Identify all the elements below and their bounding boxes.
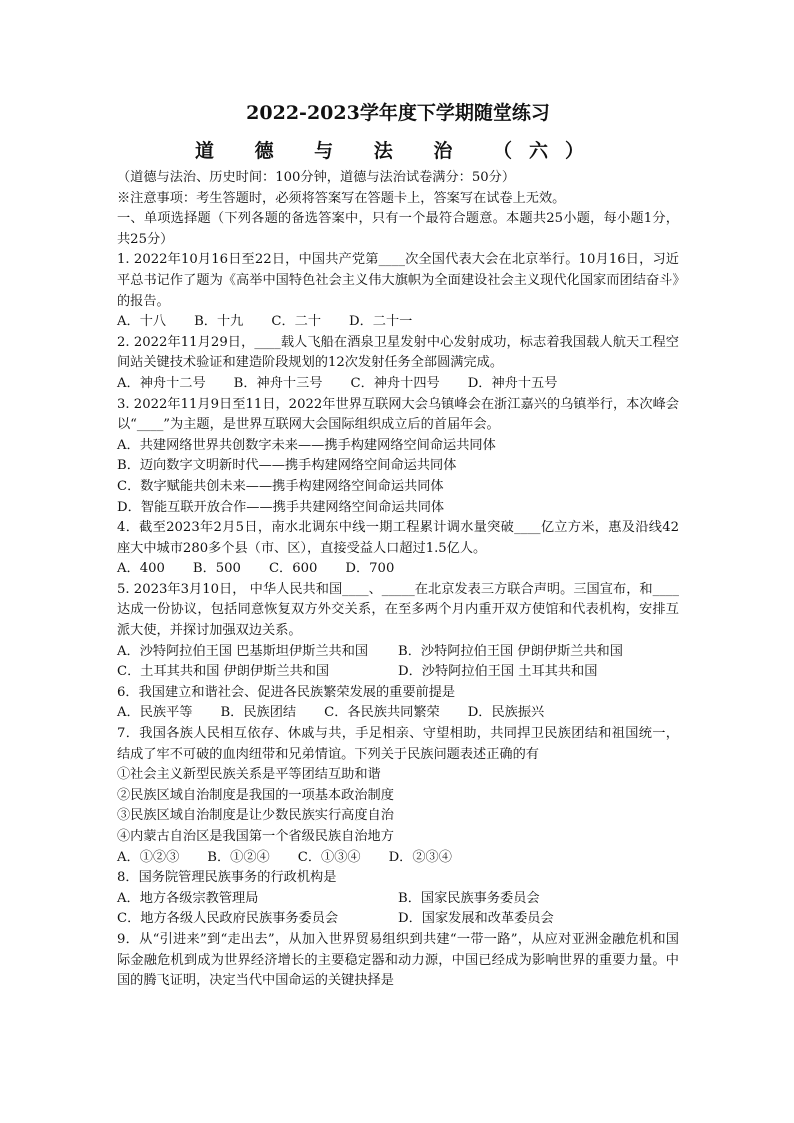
question-9-stem: 9．从“引进来”到“走出去”，从加入世界贸易组织到共建“一带一路”，从应对亚洲金融危机和国际金融危机到成为世界经济增长的主要稳定器和动力源，中国已经成为影响世界的重要力量。中国的腾飞证明，决定当代中国命运的关键抉择是 <box>117 931 679 989</box>
statement-1: ①社会主义新型民族关系是平等团结互助和谐 <box>117 767 381 783</box>
exam-time-note: （道德与法治、历史时间：100分钟，道德与法治试卷满分：50分） <box>117 170 516 185</box>
question-5-stem: 5. 2023年3月10日， 中华人民共和国____、_____在北京发表三方联合声明。三国宣布，和____达成一份协议，包括同意恢复双方外交关系，在至多两个月内重开双方使馆和代表机构，安排互派大使，并探讨加强双边关系。 <box>117 581 679 639</box>
question-1-stem: 1. 2022年10月16日至22日，中国共产党第____次全国代表大会在北京举行。10月16日，习近平总书记作了题为《高举中国特色社会主义伟大旗帜为全面建设社会主义现代化国家而团结奋斗》的报告。 <box>117 252 679 309</box>
question-4-stem: 4．截至2023年2月5日，南水北调东中线一期工程累计调水量突破____亿立方米，惠及沿线42座大中城市280多个县（市、区），直接受益人口超过1.5亿人。 <box>117 520 679 556</box>
option-c: C．神舟十四号 <box>350 375 440 391</box>
page-title: 2022-2023学年度下学期随堂练习 <box>246 102 550 124</box>
exam-page <box>117 100 679 992</box>
option-c: C．地方各级人民政府民族事务委员会 <box>117 911 339 927</box>
option-a: A．400 <box>117 561 165 577</box>
option-b: B．神舟十三号 <box>233 375 323 391</box>
question-6-stem: 6．我国建立和谐社会、促进各民族繁荣发展的重要前提是 <box>117 684 456 700</box>
section-heading: 一、单项选择题（下列各题的备选答案中，只有一个最符合题意。本题共25小题，每小题1分，共25分） <box>117 211 679 247</box>
option-d: D．民族振兴 <box>467 705 545 721</box>
page-subtitle: 道 德 与 法 治 （六） <box>194 140 602 162</box>
option-b: B．①②④ <box>207 849 270 865</box>
statement-4: ④内蒙古自治区是我国第一个省级民族自治地方 <box>117 829 394 844</box>
option-d: D．②③④ <box>388 849 452 865</box>
option-d: D．沙特阿拉伯王国 土耳其共和国 <box>398 664 598 680</box>
question-2-options <box>117 374 679 395</box>
option-d: D．神舟十五号 <box>467 375 558 391</box>
option-a: A．民族平等 <box>117 705 193 721</box>
option-d: D．国家发展和改革委员会 <box>398 911 554 927</box>
option-a: A．神舟十二号 <box>117 375 206 391</box>
option-c: C．各民族共同繁荣 <box>324 705 440 721</box>
option-a: A．共建网络世界共创数字未来——携手构建网络空间命运共同体 <box>117 437 496 453</box>
option-c: C．①③④ <box>297 849 361 865</box>
option-b: B．国家民族事务委员会 <box>398 890 540 906</box>
statement-3: ③民族区域自治制度是让少数民族实行高度自治 <box>117 808 394 824</box>
statement-2: ②民族区域自治制度是我国的一项基本政治制度 <box>117 787 394 803</box>
question-4-options <box>117 559 679 580</box>
option-c: C．二十 <box>271 314 322 330</box>
question-8-stem: 8．国务院管理民族事务的行政机构是 <box>117 870 337 886</box>
question-3-stem: 3. 2022年11月9日至11日，2022年世界互联网大会乌镇峰会在浙江嘉兴的乌镇举行，本次峰会以“____”为主题，是世界互联网大会国际组织成立后的首届年会。 <box>117 396 679 433</box>
question-7-options <box>117 848 679 869</box>
question-6-options <box>117 703 679 724</box>
question-5-options-row-2 <box>117 662 679 683</box>
question-2-stem: 2. 2022年11月29日，____载人飞船在酒泉卫星发射中心发射成功，标志着我国载人航天工程空间站关键技术验证和建造阶段规划的12次发射任务全部圆满完成。 <box>117 334 679 371</box>
option-a: A．①②③ <box>117 849 180 865</box>
option-b: B．迈向数字文明新时代——携手构建网络空间命运共同体 <box>117 458 457 474</box>
option-c: C．土耳其共和国 伊朗伊斯兰共和国 <box>117 664 330 680</box>
option-b: B．沙特阿拉伯王国 伊朗伊斯兰共和国 <box>398 643 623 659</box>
question-8-options-row-1 <box>117 889 679 910</box>
option-d: D．智能互联开放合作——携手共建网络空间命运共同体 <box>117 499 445 515</box>
question-5-options-row-1 <box>117 642 679 663</box>
option-c: C．600 <box>268 561 318 577</box>
option-b: B．500 <box>192 561 241 577</box>
question-8-options-row-2 <box>117 909 679 930</box>
option-d: D．700 <box>345 561 395 577</box>
option-a: A．十八 <box>117 314 167 330</box>
attention-note: ※注意事项：考生答题时，必须将答案写在答题卡上，答案写在试卷上无效。 <box>117 190 566 206</box>
question-1-options <box>117 312 679 333</box>
option-a: A．地方各级宗教管理局 <box>117 890 259 906</box>
question-7-stem: 7．我国各族人民相互依存、休戚与共，手足相亲、守望相助，共同捍卫民族团结和祖国统一，结成了牢不可破的血肉纽带和兄弟情谊。下列关于民族问题表述正确的有 <box>117 726 679 762</box>
option-d: D．二十一 <box>349 314 413 330</box>
option-b: B．民族团结 <box>220 705 297 721</box>
option-c: C．数字赋能共创未来——携手构建网络空间命运共同体 <box>117 478 444 494</box>
option-a: A．沙特阿拉伯王国 巴基斯坦伊斯兰共和国 <box>117 643 369 659</box>
option-b: B．十九 <box>194 314 244 330</box>
